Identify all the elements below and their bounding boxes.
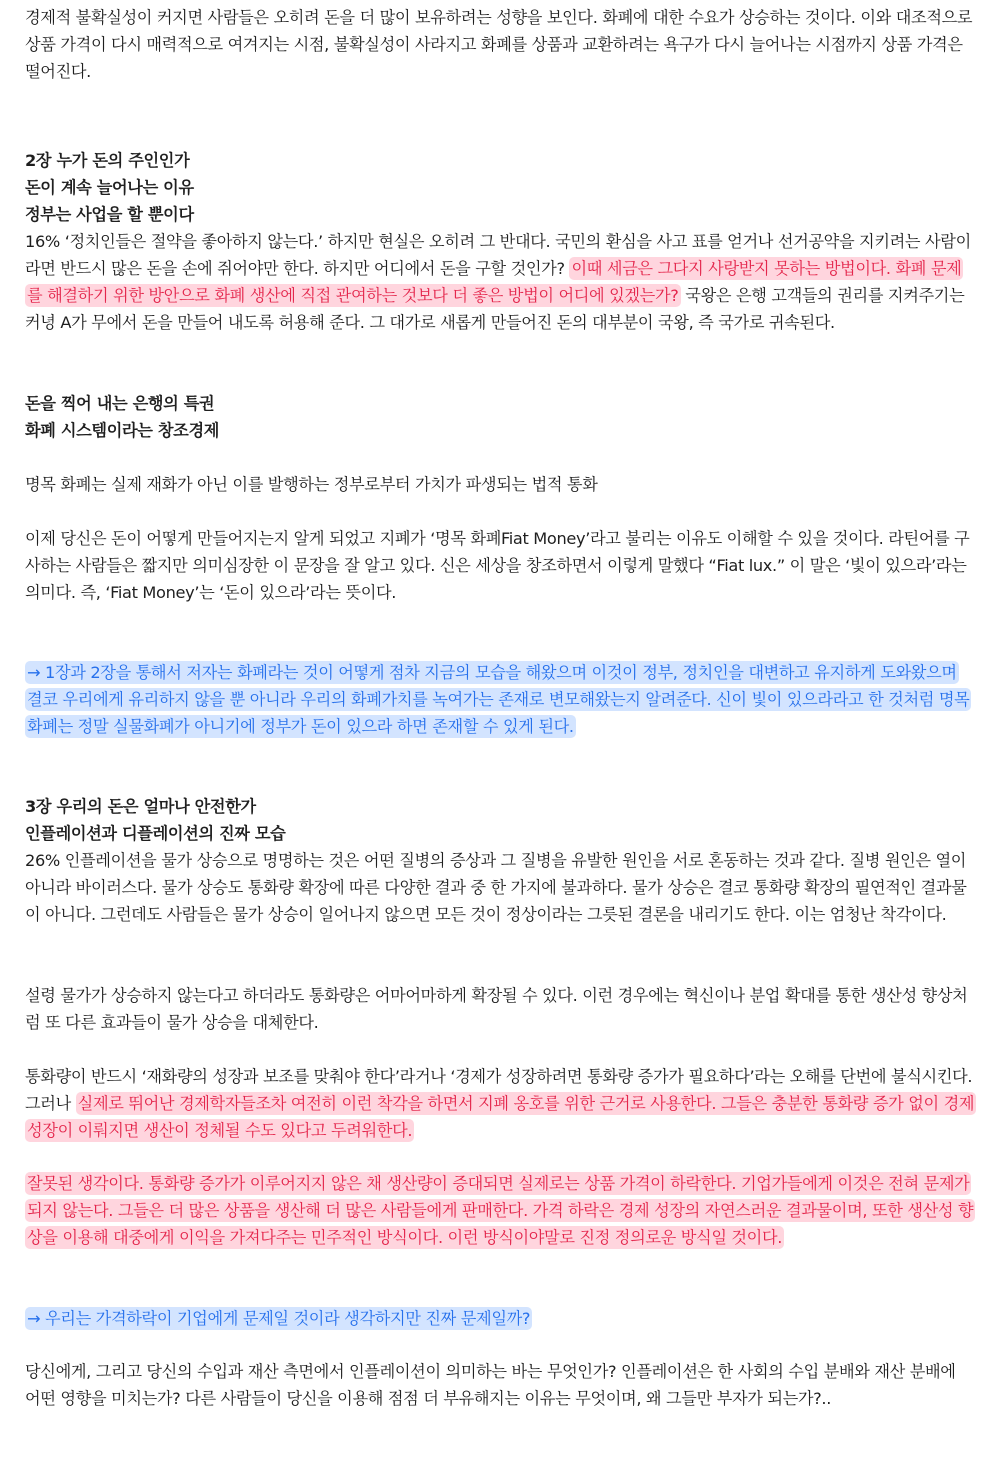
paragraph-misconception [25,1063,975,1144]
paragraph-money-supply: 설령 물가가 상승하지 않는다고 하더라도 통화량은 어마어마하게 확장될 수 있다. 이런 경우에는 혁신이나 분업 확대를 통한 생산성 향상처럼 또 다른 효과들이 물가 상승을 대체한다. [25,986,968,1032]
red-highlight: 실제로 뛰어난 경제학자들조차 여전히 이런 착각을 하면서 지폐 옹호를 위한 근거로 사용한다. 그들은 충분한 통화량 증가 없이 경제 성장이 이뤄지면 생산이 정체될 수도 있다고 두려워한다. [27,1094,975,1140]
blue-highlight: → 우리는 가격하락이 기업에게 문제일 것이라 생각하지만 진짜 문제일까? [27,1309,531,1328]
paragraph-wrong-thought [25,1170,975,1251]
paragraph-fiat-lux: 이제 당신은 돈이 어떻게 만들어지는지 알게 되었고 지폐가 ‘명목 화폐Fiat Money’라고 불리는 이유도 이해할 수 있을 것이다. 라틴어를 구사하는 사람들은 짧지만 의미심장한 이 문장을 잘 알고 있다. 신은 세상을 창조하면서 이렇게 말했다 “Fiat lux.” 이 말은 ‘빛이 있으라’라는 의미다. 즉, ‘Fiat Money’는 ‘돈이 있으라’라는 뜻이다. [25,529,970,602]
chapter2-title: 2장 누가 돈의 주인인가 [25,151,190,170]
chapter3-title: 3장 우리의 돈은 얼마나 안전한가 [25,797,256,816]
paragraph-inflation-question: 당신에게, 그리고 당신의 수입과 재산 측면에서 인플레이션이 의미하는 바는 무엇인가? 인플레이션은 한 사회의 수입 분배와 재산 분배에 어떤 영향을 미치는가? 다른 사람들이 당신을 이용해 점점 더 부유해지는 이유는 무엇이며, 왜 그들만 부자가 되는가?.. [25,1362,956,1408]
reader-note-price-fall [25,1305,975,1332]
paragraph-16-percent [25,228,975,336]
paragraph-text: 16% ‘정치인들은 절약을 좋아하지 않는다.’ 하지만 현실은 오히려 그 반대다. 국민의 환심을 사고 표를 얻거나 선거공약을 지키려는 사람이라면 반드시 많은 돈을 손에 쥐어야만 한다. 하지만 어디에서 돈을 구할 것인가? [25,232,971,278]
chapter2-subtitle-1: 돈이 계속 늘어나는 이유 [25,178,194,197]
red-highlight: 잘못된 생각이다. 통화량 증가가 이루어지지 않은 채 생산량이 증대되면 실제로는 상품 가격이 하락한다. 기업가들에게 이것은 전혀 문제가 되지 않는다. 그들은 더 많은 상품을 생산해 더 많은 사람들에게 판매한다. 가격 하락은 경제 성장의 자연스러운 결과물이며, 또한 생산성 향상을 이용해 대중에게 이익을 가져다주는 민주적인 방식이다. 이런 방식이야말로 진정 정의로운 방식일 것이다. [27,1174,974,1247]
section-heading-creative-economy: 화폐 시스템이라는 창조경제 [25,421,220,440]
blue-highlight: → 1장과 2장을 통해서 저자는 화폐라는 것이 어떻게 점차 지금의 모습을 해왔으며 이것이 정부, 정치인을 대변하고 유지하게 도와왔으며 결코 우리에게 유리하지 않을 뿐 아니라 우리의 화폐가치를 녹여가는 존재로 변모해왔는지 알려준다. 신이 빛이 있으라라고 한 것처럼 명목화폐는 정말 실물화폐가 아니기에 정부가 돈이 있으라 하면 존재할 수 있게 된다. [27,663,970,736]
paragraph-intro: 경제적 불확실성이 커지면 사람들은 오히려 돈을 더 많이 보유하려는 성향을 보인다. 화폐에 대한 수요가 상승하는 것이다. 이와 대조적으로 상품 가격이 다시 매력적으로 여겨지는 시점, 불확실성이 사라지고 화폐를 상품과 교환하려는 욕구가 다시 늘어나는 시점까지 상품 가격은 떨어진다. [25,8,973,81]
definition-fiat-money: 명목 화폐는 실제 재화가 아닌 이를 발행하는 정부로부터 가치가 파생되는 법적 통화 [25,475,598,494]
chapter2-subtitle-2: 정부는 사업을 할 뿐이다 [25,205,194,224]
paragraph-text: 통화량이 반드시 ‘재화량의 성장과 보조를 맞춰야 한다’라거나 ‘경제가 성장하려면 통화량 증가가 필요하다’라는 오해를 단번에 불식시킨다. 그러나 [25,1067,973,1113]
chapter3-subtitle: 인플레이션과 디플레이션의 진짜 모습 [25,824,286,843]
reader-note-ch1-ch2 [25,659,975,740]
red-highlight: 이때 세금은 그다지 사랑받지 못하는 방법이다. 화폐 문제를 해결하기 위한 방안으로 화폐 생산에 직접 관여하는 것보다 더 좋은 방법이 어디에 있겠는가? [27,259,962,305]
paragraph-text: 국왕은 은행 고객들의 권리를 지켜주기는커녕 A가 무에서 돈을 만들어 내도록 허용해 준다. 그 대가로 새롭게 만들어진 돈의 대부분이 국왕, 즉 국가로 귀속된다. [25,286,965,332]
section-heading-bank-privilege: 돈을 찍어 내는 은행의 특권 [25,394,215,413]
paragraph-26-percent: 26% 인플레이션을 물가 상승으로 명명하는 것은 어떤 질병의 증상과 그 질병을 유발한 원인을 서로 혼동하는 것과 같다. 질병 원인은 열이 아니라 바이러스다. 물가 상승도 통화량 확장에 따른 다양한 결과 중 한 가지에 불과하다. 물가 상승은 결코 통화량 확장의 필연적인 결과물이 아니다. 그런데도 사람들은 물가 상승이 일어나지 않으면 모든 것이 정상이라는 그릇된 결론을 내리기도 한다. 이는 엄청난 착각이다. [25,851,967,924]
